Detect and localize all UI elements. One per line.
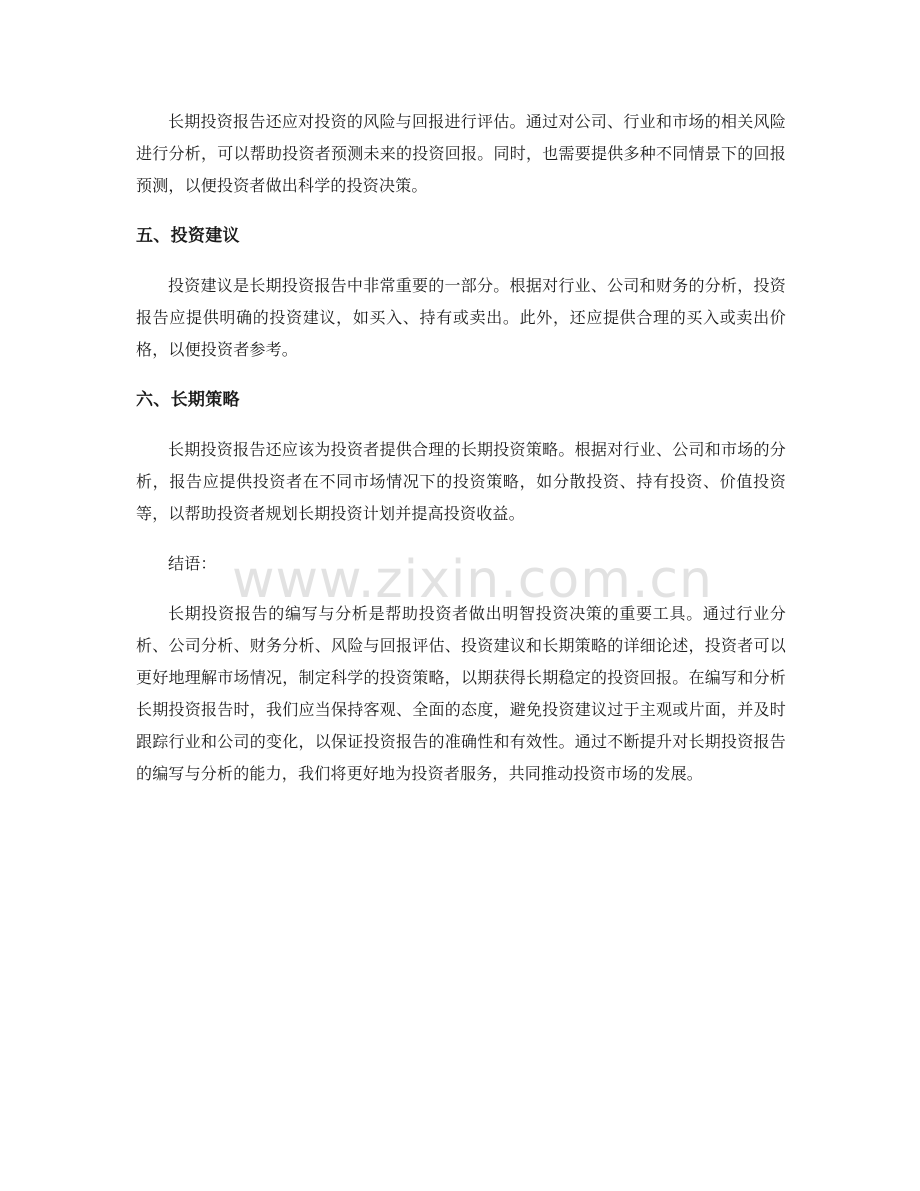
risk-return-paragraph: 长期投资报告还应对投资的风险与回报进行评估。通过对公司、行业和市场的相关风险进行分析，可以帮助投资者预测未来的投资回报。同时，也需要提供多种不同情景下的回报预测，以便投资者做出科学的投资决策。 — [136, 112, 786, 195]
long-term-strategy-paragraph: 长期投资报告还应该为投资者提供合理的长期投资策略。根据对行业、公司和市场的分析，报告应提供投资者在不同市场情况下的投资策略，如分散投资、持有投资、价值投资等，以帮助投资者规划长期投资计划并提高投资收益。 — [136, 440, 786, 523]
spacer — [136, 252, 786, 270]
conclusion-paragraph: 长期投资报告的编写与分析是帮助投资者做出明智投资决策的重要工具。通过行业分析、公司分析、财务分析、风险与回报评估、投资建议和长期策略的详细论述，投资者可以更好地理解市场情况，制定科学的投资策略，以期获得长期稳定的投资回报。在编写和分析长期投资报告时，我们应当保持客观、全面的态度，避免投资建议过于主观或片面，并及时跟踪行业和公司的变化，以保证投资报告的准确性和有效性。通过不断提升对长期投资报告的编写与分析的能力，我们将更好地为投资者服务，共同推动投资市场的发展。 — [136, 604, 786, 783]
watermark-text: www.zixin.com.cn — [232, 550, 713, 610]
conclusion-label: 结语： — [168, 554, 217, 573]
section-heading-long-term-strategy: 六、长期策略 — [136, 390, 240, 410]
spacer — [136, 580, 786, 598]
spacer — [136, 202, 786, 220]
spacer — [136, 366, 786, 384]
spacer — [136, 416, 786, 434]
document-body — [136, 106, 786, 790]
spacer — [136, 530, 786, 548]
section-heading-investment-advice: 五、投资建议 — [136, 226, 240, 246]
investment-advice-paragraph: 投资建议是长期投资报告中非常重要的一部分。根据对行业、公司和财务的分析，投资报告应提供明确的投资建议，如买入、持有或卖出。此外，还应提供合理的买入或卖出价格，以便投资者参考。 — [136, 276, 786, 359]
